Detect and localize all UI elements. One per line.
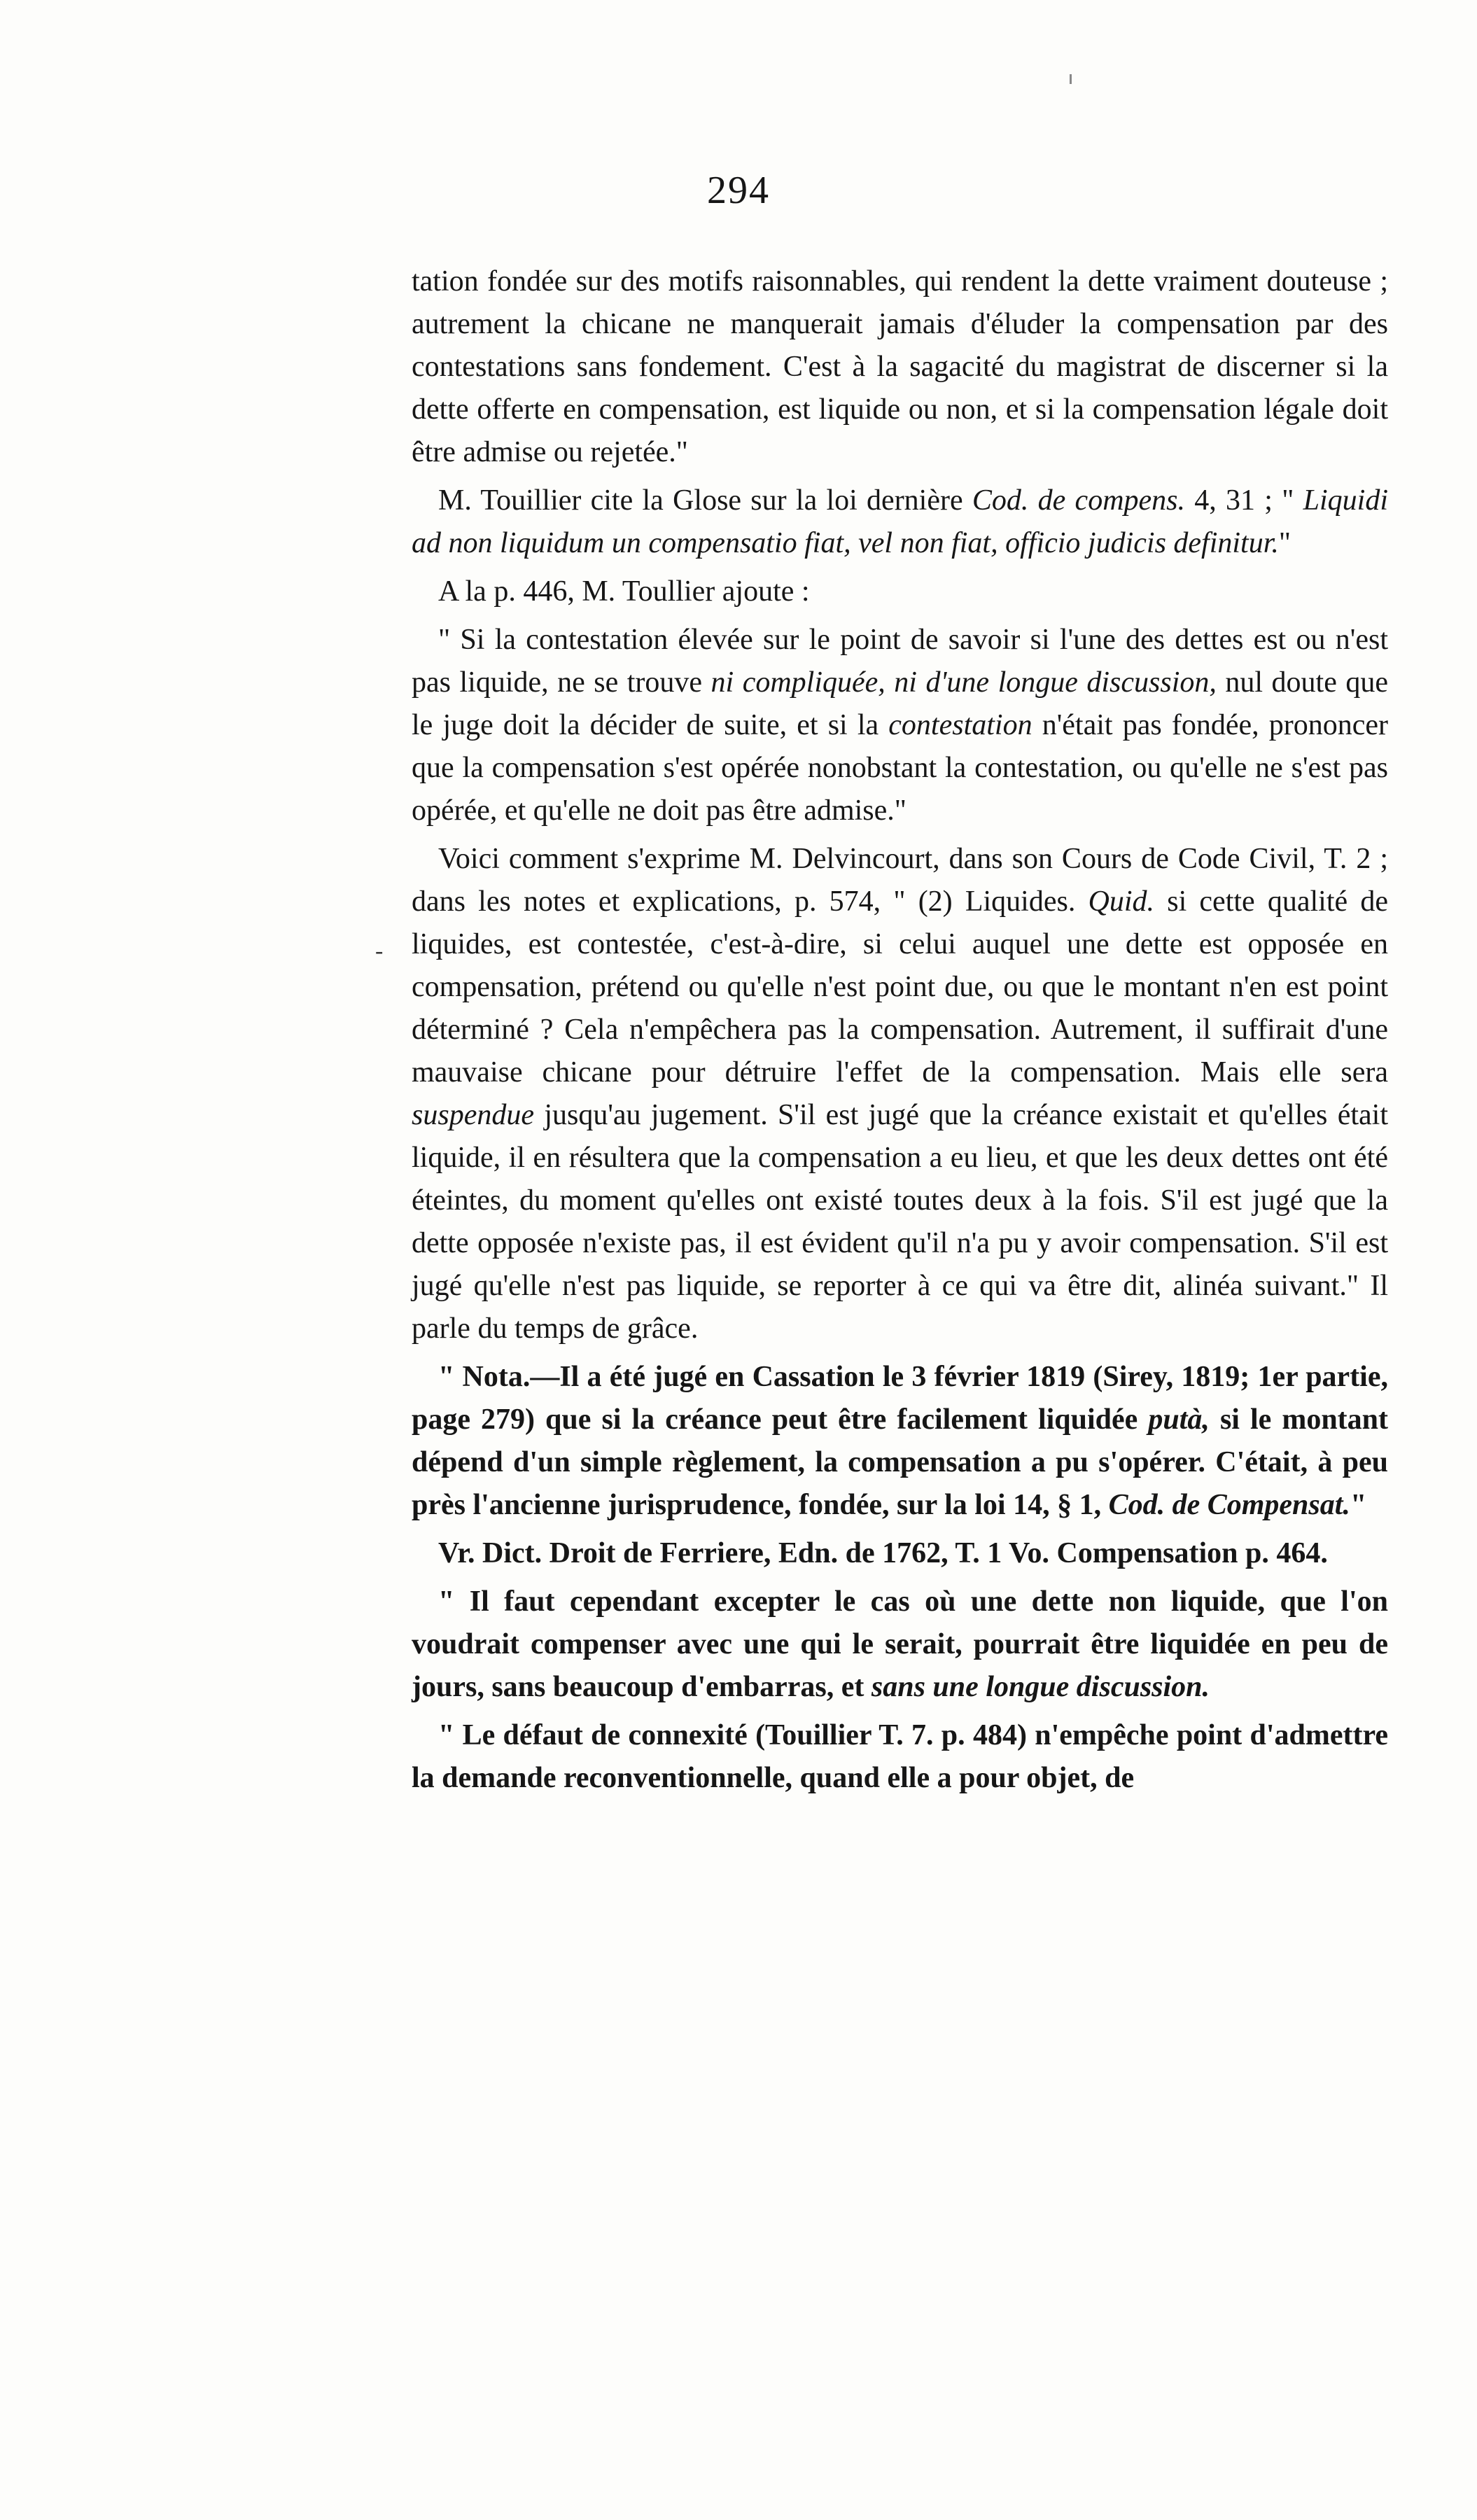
marginal-mark: -	[375, 938, 384, 964]
italic-text: contestation	[888, 709, 1032, 741]
text-segment: "	[1350, 1489, 1367, 1521]
text-segment: n'était pas fondée, prononcer que la compensation s'est opérée nonobstant la contestation, ou qu'elle ne s'est pas opérée, et qu'elle ne doit pas être admise."	[412, 709, 1388, 827]
italic-text: Liquidi ad non liquidum un compensatio fiat, vel non fiat, officio judicis definitur.	[412, 484, 1388, 559]
italic-text: putà,	[1148, 1404, 1210, 1436]
paragraph	[412, 1581, 1388, 1709]
italic-text: Cod. de Compensat.	[1108, 1489, 1350, 1521]
text-segment: nul doute que le juge doit la décider de suite, et si la	[412, 666, 1388, 741]
text-segment: A la p. 446, M. Toullier ajoute :	[438, 575, 810, 608]
italic-text: ni compliquée, ni d'une longue discussion,	[710, 666, 1217, 699]
paragraph	[412, 619, 1388, 832]
italic-text: Cod. de compens.	[972, 484, 1186, 517]
text-segment: M. Touillier cite la Glose sur la loi dernière	[438, 484, 972, 517]
text-segment: " Si la contestation élevée sur le point de savoir si l'une des dettes est ou n'est pas liquide, ne se trouve	[412, 624, 1388, 699]
paragraph	[412, 1714, 1388, 1800]
italic-text: Quid.	[1088, 886, 1155, 918]
text-segment: " Il faut cependant excepter le cas où une dette non liquide, que l'on voudrait compenser avec une qui le serait, pourrait être liquidée en peu de jours, sans beaucoup d'embarras, et	[412, 1586, 1388, 1703]
text-segment: " Nota.—Il a été jugé en Cassation le 3 février 1819 (Sirey, 1819; 1er partie, page 279) que si la créance peut être facilement liquidée	[412, 1361, 1388, 1436]
paragraph	[412, 479, 1388, 565]
text-segment: tation fondée sur des motifs raisonnables, qui rendent la dette vraiment douteuse ; autrement la chicane ne manquerait jamais d'éluder la compensation par des contestations sans fondement. C'est à la sagacité du magistrat de discerner si la dette offerte en compensation, est liquide ou non, et si la compensation légale doit être admise ou rejetée."	[412, 265, 1388, 468]
paragraph	[412, 838, 1388, 1350]
text-segment: jusqu'au jugement. S'il est jugé que la créance existait et qu'elles était liquide, il en résultera que la compensation a eu lieu, et que les deux dettes ont été éteintes, du moment qu'elles ont existé toutes deux à la fois. S'il est jugé que la dette opposée n'existe pas, il est évident qu'il n'a pu y avoir compensation. S'il est jugé qu'elle n'est pas liquide, se reporter à ce qui va être dit, alinéa suivant." Il parle du temps de grâce.	[412, 1099, 1388, 1345]
text-segment: 4, 31 ; "	[1185, 484, 1303, 517]
italic-text: suspendue	[412, 1099, 534, 1131]
text-segment: " Le défaut de connexité (Touillier T. 7. p. 484) n'empêche point d'admettre la demande reconventionnelle, quand elle a pour objet, de	[412, 1719, 1388, 1794]
italic-text: sans une longue discussion.	[871, 1671, 1210, 1703]
text-segment: Vr. Dict. Droit de Ferriere, Edn. de 1762, T. 1 Vo. Compensation p. 464.	[438, 1537, 1328, 1569]
ink-speck	[1070, 74, 1072, 84]
paragraph	[412, 260, 1388, 474]
page-number: 294	[707, 169, 770, 212]
paragraph	[412, 1532, 1388, 1575]
text-body	[412, 260, 1388, 1805]
text-segment: Voici comment s'exprime M. Delvincourt, dans son Cours de Code Civil, T. 2 ; dans les notes et explications, p. 574, " (2) Liquides.	[412, 843, 1388, 918]
paragraph	[412, 570, 1388, 613]
text-segment: "	[1278, 527, 1292, 559]
paragraph	[412, 1356, 1388, 1527]
text-segment: si cette qualité de liquides, est contestée, c'est-à-dire, si celui auquel une dette est opposée en compensation, prétend ou qu'elle n'est point due, ou que le montant n'en est point déterminé ? Cela n'empêchera pas la compensation. Autrement, il suffirait d'une mauvaise chicane pour détruire l'effet de la compensation. Mais elle sera	[412, 886, 1388, 1088]
text-segment: si le montant dépend d'un simple règlement, la compensation a pu s'opérer. C'était, à peu près l'ancienne jurisprudence, fondée, sur la loi 14, § 1,	[412, 1404, 1389, 1521]
